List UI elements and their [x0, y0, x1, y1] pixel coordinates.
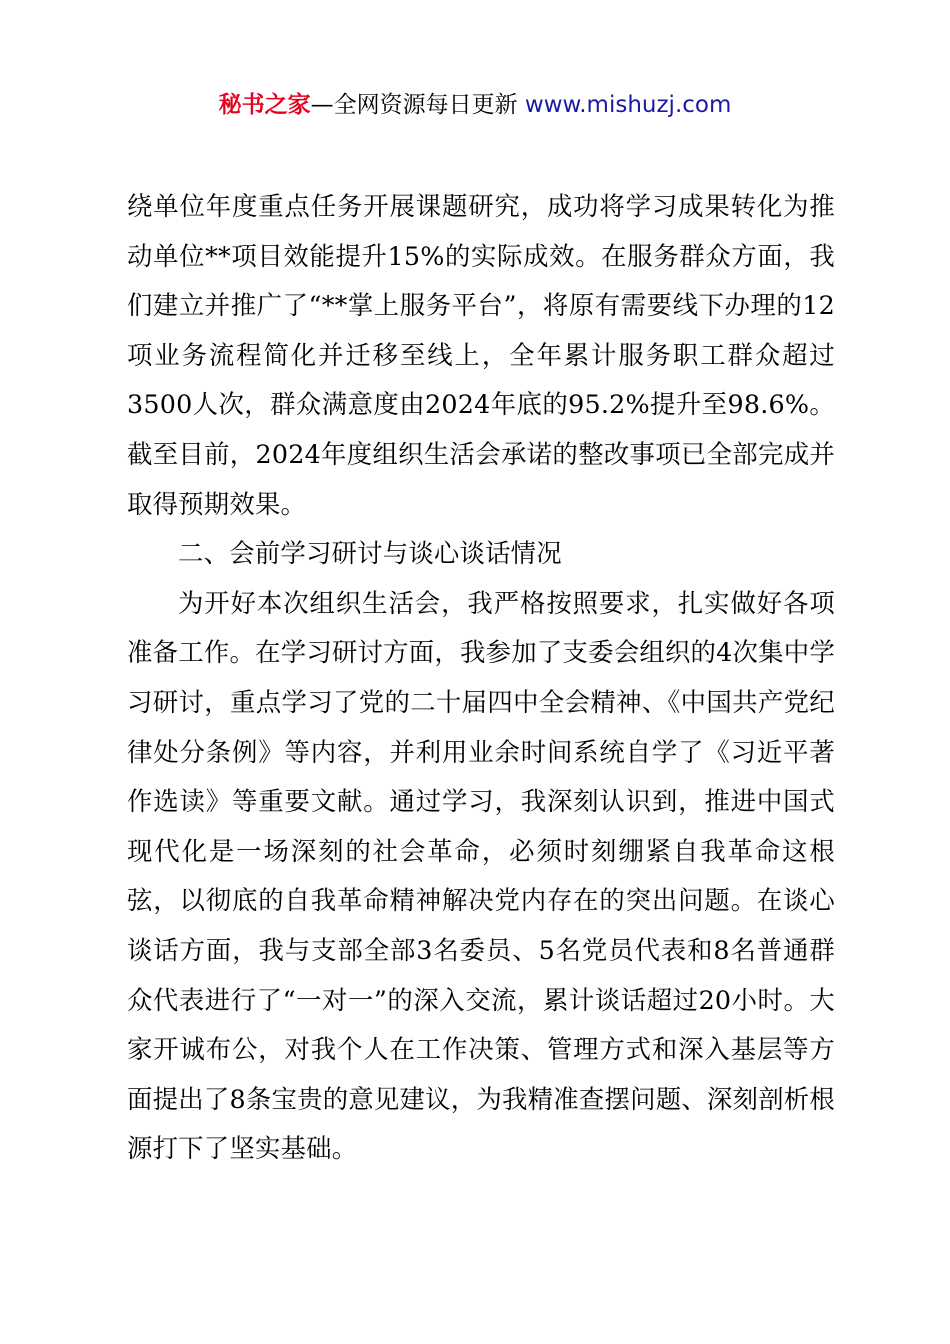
document-body [127, 182, 835, 1174]
body-paragraph: 为开好本次组织生活会，我严格按照要求，扎实做好各项准备工作。在学习研讨方面，我参加了支委会组织的4次集中学习研讨，重点学习了党的二十届四中全会精神、《中国共产党纪律处分条例》等内容，并利用业余时间系统自学了《习近平著作选读》等重要文献。通过学习，我深刻认识到，推进中国式现代化是一场深刻的社会革命，必须时刻绷紧自我革命这根弦，以彻底的自我革命精神解决党内存在的突出问题。在谈心谈话方面，我与支部全部3名委员、5名党员代表和8名普通群众代表进行了“一对一”的深入交流，累计谈话超过20小时。大家开诚布公，对我个人在工作决策、管理方式和深入基层等方面提出了8条宝贵的意见建议，为我精准查摆问题、深刻剖析根源打下了坚实基础。 [127, 587, 835, 1164]
page-header [0, 88, 950, 122]
section-heading: 二、会前学习研讨与谈心谈话情况 [178, 538, 562, 569]
header-tagline: —全网资源每日更新 [310, 92, 525, 118]
continuation-paragraph: 绕单位年度重点任务开展课题研究，成功将学习成果转化为推动单位**项目效能提升15%的实际成效。在服务群众方面，我们建立并推广了“**掌上服务平台”，将原有需要线下办理的12项业务流程简化并迁移至线上，全年累计服务职工群众超过3500人次，群众满意度由2024年底的95.2%提升至98.6%。截至目前，2024年度组织生活会承诺的整改事项已全部完成并取得预期效果。 [127, 191, 835, 519]
brand-name: 秘书之家 [218, 92, 311, 118]
site-url-link[interactable]: www.mishuzj.com [524, 92, 732, 118]
